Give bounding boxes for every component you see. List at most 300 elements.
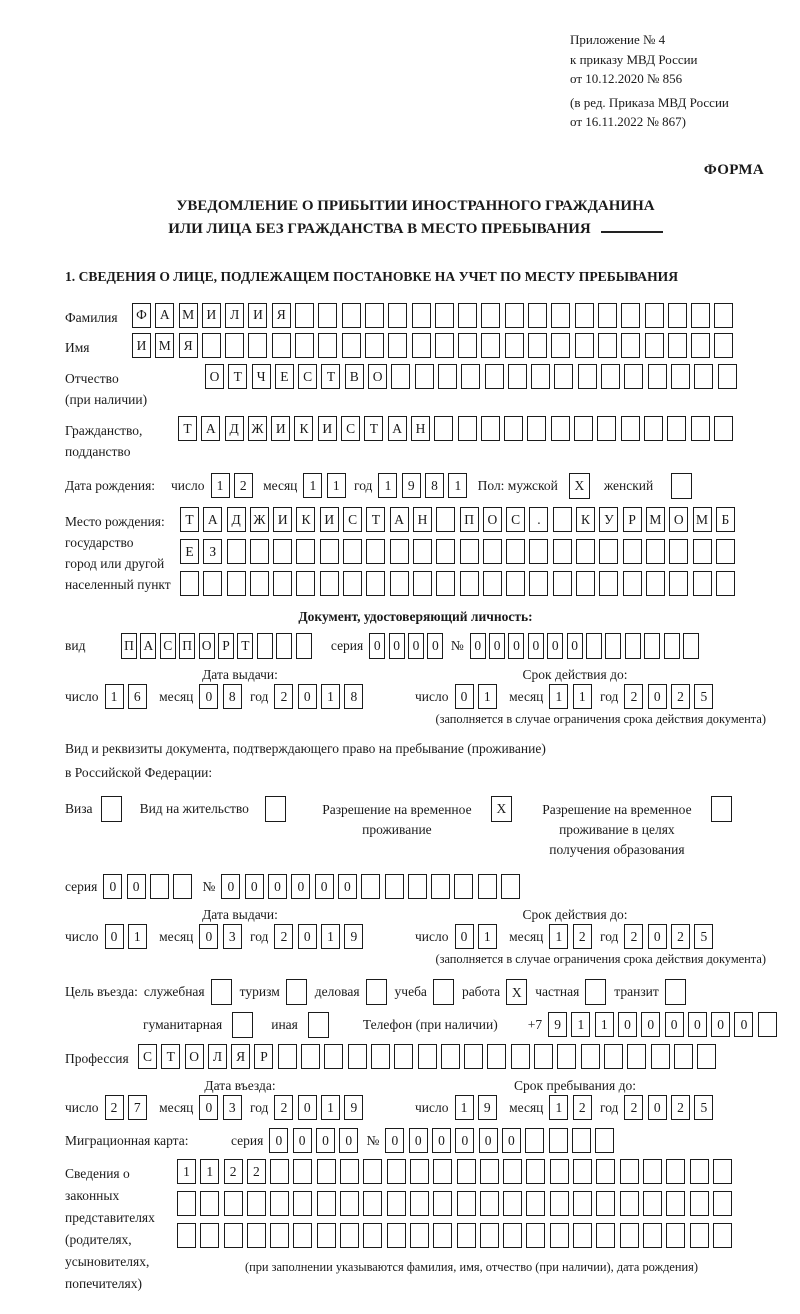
name-cell	[295, 333, 314, 358]
name-cell	[714, 333, 733, 358]
stay-month-cell: 2	[573, 1095, 592, 1120]
representatives-cells-block	[177, 1159, 766, 1275]
sex-male-box: X	[569, 473, 590, 499]
purpose-official-box	[211, 979, 232, 1005]
residence-number-cell: 0	[291, 874, 310, 899]
birth-place-cell	[296, 539, 315, 564]
residence-permit-option	[140, 796, 286, 822]
birth-place-cell	[413, 571, 432, 596]
name-cell: Я	[179, 333, 198, 358]
birth-place-cell	[506, 539, 525, 564]
patronymic-cell: О	[205, 364, 224, 389]
birth-year-cells	[378, 473, 471, 498]
migration-number-cell: 0	[385, 1128, 404, 1153]
citizenship-cell	[458, 416, 477, 441]
patronymic-cell: С	[298, 364, 317, 389]
stay-year-cell: 0	[648, 1095, 667, 1120]
entry-year-cell: 1	[321, 1095, 340, 1120]
stay-day-cell: 9	[478, 1095, 497, 1120]
representative-cell	[270, 1191, 289, 1216]
surname-cell: И	[248, 303, 267, 328]
representative-cell	[363, 1159, 382, 1184]
patronymic-cell: Т	[321, 364, 340, 389]
issue-day-cell: 6	[128, 684, 147, 709]
annex-line: (в ред. Приказа МВД России	[570, 94, 729, 110]
patronymic-cell	[718, 364, 737, 389]
visa-label: Виза	[65, 800, 93, 816]
representative-cell	[410, 1159, 429, 1184]
citizenship-cell: Т	[178, 416, 197, 441]
representative-cell	[573, 1223, 592, 1248]
profession-cell	[301, 1044, 320, 1069]
patronymic-cell	[624, 364, 643, 389]
residence-permit-checkbox	[265, 796, 286, 822]
representative-cell	[293, 1191, 312, 1216]
surname-cell	[714, 303, 733, 328]
identity-expiry-group	[415, 684, 718, 709]
representative-cell	[643, 1223, 662, 1248]
form-title	[65, 195, 766, 241]
phone-cell: 0	[734, 1012, 753, 1037]
sex-female-label: женский	[603, 478, 654, 494]
doc-number-cell: 0	[508, 633, 524, 659]
entry-year-cell: 2	[274, 1095, 293, 1120]
year-label: год	[600, 1100, 619, 1116]
birth-place-cell	[529, 539, 548, 564]
representative-cell	[387, 1159, 406, 1184]
representative-cell	[550, 1159, 569, 1184]
expiry-note: (заполняется в случае ограничения срока действия документа)	[435, 952, 766, 967]
surname-cell	[388, 303, 407, 328]
birth-place-cell	[576, 571, 595, 596]
name-cell	[435, 333, 454, 358]
representative-cell	[596, 1223, 615, 1248]
migration-series-cell: 0	[269, 1128, 288, 1153]
birth-place-line3	[180, 571, 739, 596]
issue-year-cells	[274, 684, 367, 709]
birth-day-cell: 1	[211, 473, 230, 498]
doc-number-cell: 0	[567, 633, 583, 659]
citizenship-cell: Н	[411, 416, 430, 441]
expiry-year-cell: 5	[694, 684, 713, 709]
phone-prefix: +7	[527, 1017, 543, 1033]
surname-cell: Л	[225, 303, 244, 328]
birth-place-cell	[529, 571, 548, 596]
residence-number-cell: 0	[315, 874, 334, 899]
birth-place-cell	[576, 539, 595, 564]
issue-month-cells	[199, 684, 246, 709]
entry-date-group	[65, 1095, 415, 1120]
issue-day-cell: 1	[128, 924, 147, 949]
name-cell	[645, 333, 664, 358]
entry-year-cell: 0	[298, 1095, 317, 1120]
surname-cell: А	[155, 303, 174, 328]
expiry-note: (заполняется в случае ограничения срока действия документа)	[435, 712, 766, 727]
doc-number-cell: 0	[528, 633, 544, 659]
entry-year-cells	[274, 1095, 367, 1120]
name-cell	[458, 333, 477, 358]
name-cell	[691, 333, 710, 358]
representative-cell	[387, 1191, 406, 1216]
birth-month-cell: 1	[303, 473, 322, 498]
birth-place-cell: Б	[716, 507, 735, 532]
residence-number-cell	[361, 874, 380, 899]
phone-label: Телефон (при наличии)	[362, 1017, 498, 1033]
temp-residence-permit-option	[308, 796, 512, 841]
patronymic-cell: В	[345, 364, 364, 389]
representative-cell	[666, 1223, 685, 1248]
purpose-private-box	[585, 979, 606, 1005]
patronymic-cell	[601, 364, 620, 389]
temp-residence-permit-checkbox	[491, 796, 512, 822]
section1-heading: 1. СВЕДЕНИЯ О ЛИЦЕ, ПОДЛЕЖАЩЕМ ПОСТАНОВКЕ НА УЧЕТ ПО МЕСТУ ПРЕБЫВАНИЯ	[65, 268, 679, 284]
profession-cell: О	[185, 1044, 204, 1069]
doc-series-cell: 0	[369, 633, 385, 659]
expiry-day-cell: 0	[455, 924, 474, 949]
visa-box	[101, 796, 122, 822]
birth-place-cell	[553, 571, 572, 596]
birth-place-cell: Н	[413, 507, 432, 532]
birth-place-cell: О	[483, 507, 502, 532]
doc-kind-cell	[257, 633, 273, 659]
day-label: число	[415, 689, 449, 705]
birth-place-cell	[343, 539, 362, 564]
birth-place-cell	[390, 571, 409, 596]
issue-year-cell: 8	[344, 684, 363, 709]
phone-cell: 9	[548, 1012, 567, 1037]
doc-number-cell	[586, 633, 602, 659]
name-cell	[481, 333, 500, 358]
surname-cell	[481, 303, 500, 328]
expiry-day-cell: 0	[455, 684, 474, 709]
birth-place-row	[65, 507, 766, 603]
birth-place-cell	[273, 539, 292, 564]
doc-kind-cell: П	[179, 633, 195, 659]
surname-cell: Ф	[132, 303, 151, 328]
residence-expiry-group	[415, 924, 718, 949]
profession-cell	[557, 1044, 576, 1069]
representative-cell	[410, 1191, 429, 1216]
annex-line: Приложение № 4	[570, 32, 666, 47]
birth-place-cell	[599, 571, 618, 596]
citizenship-cell: А	[201, 416, 220, 441]
citizenship-cell	[667, 416, 686, 441]
representative-cell	[224, 1223, 243, 1248]
issue-year-cell: 1	[321, 924, 340, 949]
patronymic-cell	[694, 364, 713, 389]
representative-cell: 2	[247, 1159, 266, 1184]
expiry-month-cells	[549, 684, 596, 709]
representatives-block	[65, 1159, 766, 1294]
patronymic-label: Отчество (при наличии)	[65, 371, 148, 408]
residence-issue-group	[65, 924, 415, 949]
purpose-tourism-box	[286, 979, 307, 1005]
representative-cell	[503, 1159, 522, 1184]
representative-cell	[596, 1159, 615, 1184]
name-cell	[575, 333, 594, 358]
birth-place-cell	[623, 539, 642, 564]
representatives-line1	[177, 1159, 766, 1184]
stay-day-cells	[455, 1095, 502, 1120]
day-label: число	[65, 929, 99, 945]
residence-doc-types-row	[65, 796, 766, 861]
patronymic-cell	[438, 364, 457, 389]
month-label: месяц	[509, 929, 544, 945]
citizenship-row	[65, 416, 766, 463]
issue-month-cell: 0	[199, 924, 218, 949]
residence-number-cell	[431, 874, 450, 899]
birth-place-cell: У	[599, 507, 618, 532]
representative-cell	[457, 1223, 476, 1248]
patronymic-cell	[508, 364, 527, 389]
citizenship-cell	[714, 416, 733, 441]
birth-place-cell	[203, 571, 222, 596]
surname-cell	[458, 303, 477, 328]
purpose-humanitarian-box	[232, 1012, 253, 1038]
birth-place-cell: М	[646, 507, 665, 532]
phone-cell: 0	[618, 1012, 637, 1037]
annex-line: от 10.12.2020 № 856	[570, 71, 683, 86]
profession-cell	[394, 1044, 413, 1069]
issue-month-cells	[199, 924, 246, 949]
month-label: месяц	[509, 1100, 544, 1116]
residence-series-cells	[103, 874, 196, 899]
birth-place-cell	[436, 507, 455, 532]
citizenship-cell	[434, 416, 453, 441]
representative-cell	[457, 1159, 476, 1184]
representative-cell	[317, 1223, 336, 1248]
stay-month-cells	[549, 1095, 596, 1120]
representative-cell	[550, 1223, 569, 1248]
purpose-row2	[143, 1012, 766, 1038]
migration-number-cell: 0	[432, 1128, 451, 1153]
issue-date-heading: Дата выдачи:	[202, 667, 278, 683]
number-label: №	[202, 879, 216, 895]
representative-cell	[480, 1159, 499, 1184]
surname-cell: М	[179, 303, 198, 328]
expiry-month-cell: 1	[549, 924, 568, 949]
citizenship-cell	[527, 416, 546, 441]
month-label: месяц	[159, 689, 194, 705]
surname-cell	[435, 303, 454, 328]
surname-label: Фамилия	[65, 309, 118, 325]
representative-cell	[363, 1223, 382, 1248]
residence-doc-date-headings	[65, 907, 766, 923]
profession-cell: Р	[254, 1044, 273, 1069]
sex-female-box	[671, 473, 692, 499]
residence-number-cells	[221, 874, 524, 899]
name-cell	[365, 333, 384, 358]
patronymic-cell	[415, 364, 434, 389]
representative-cell	[293, 1223, 312, 1248]
series-label: серия	[65, 879, 98, 895]
patronymic-cell	[578, 364, 597, 389]
birth-month-cell: 1	[327, 473, 346, 498]
purpose-study-box	[433, 979, 454, 1005]
representative-cell	[573, 1159, 592, 1184]
phone-cell: 0	[688, 1012, 707, 1037]
purpose-transit: транзит	[614, 979, 686, 1005]
doc-kind-cell	[296, 633, 312, 659]
month-label: месяц	[159, 929, 194, 945]
doc-number-cell: 0	[547, 633, 563, 659]
entry-day-cells	[105, 1095, 152, 1120]
surname-cell: Я	[272, 303, 291, 328]
birth-year-cell: 1	[448, 473, 467, 498]
day-label: число	[415, 1100, 449, 1116]
doc-series-cell: 0	[408, 633, 424, 659]
surname-cell	[598, 303, 617, 328]
birth-place-cell	[693, 539, 712, 564]
migration-series-cell: 0	[293, 1128, 312, 1153]
patronymic-cell	[648, 364, 667, 389]
expiry-month-cell: 1	[549, 684, 568, 709]
entry-day-cell: 2	[105, 1095, 124, 1120]
surname-cell	[318, 303, 337, 328]
representative-cell	[224, 1191, 243, 1216]
representative-cell	[200, 1223, 219, 1248]
citizenship-cell	[597, 416, 616, 441]
name-cell	[272, 333, 291, 358]
expiry-day-cell: 1	[478, 924, 497, 949]
name-cells	[132, 333, 738, 358]
purpose-official: служебная	[144, 979, 232, 1005]
entry-month-cell: 3	[223, 1095, 242, 1120]
birth-day-cells	[211, 473, 258, 498]
representative-cell	[596, 1191, 615, 1216]
entry-day-cell: 7	[128, 1095, 147, 1120]
birth-place-cell	[623, 571, 642, 596]
representative-cell	[410, 1223, 429, 1248]
surname-row	[65, 303, 766, 329]
birth-place-cell: С	[343, 507, 362, 532]
stay-year-cell: 5	[694, 1095, 713, 1120]
doc-series-cell: 0	[389, 633, 405, 659]
representative-cell	[690, 1191, 709, 1216]
citizenship-label: Гражданство, подданство	[65, 423, 143, 460]
patronymic-cell: О	[368, 364, 387, 389]
expiry-day-cells	[455, 924, 502, 949]
birth-place-cell: Е	[180, 539, 199, 564]
representative-cell	[550, 1191, 569, 1216]
residence-series-cell	[173, 874, 192, 899]
stay-year-cell: 2	[671, 1095, 690, 1120]
annex-header	[570, 30, 766, 132]
representative-cell	[666, 1159, 685, 1184]
residence-number-cell: 0	[338, 874, 357, 899]
representative-cell	[713, 1223, 732, 1248]
birth-place-cell: А	[203, 507, 222, 532]
birth-year-cell: 8	[425, 473, 444, 498]
birth-place-cell: И	[273, 507, 292, 532]
name-cell: И	[132, 333, 151, 358]
issue-year-cells	[274, 924, 367, 949]
residence-permit-label: Вид на жительство	[139, 800, 249, 816]
month-label: месяц	[509, 689, 544, 705]
residence-doc-series-row	[65, 874, 766, 899]
expiry-year-cell: 2	[624, 924, 643, 949]
profession-cell	[278, 1044, 297, 1069]
residence-number-cell	[408, 874, 427, 899]
doc-kind-cell	[276, 633, 292, 659]
surname-cell	[691, 303, 710, 328]
issue-year-cell: 0	[298, 924, 317, 949]
profession-cell	[371, 1044, 390, 1069]
patronymic-row	[65, 364, 766, 411]
birth-place-cell	[599, 539, 618, 564]
residence-number-cell	[501, 874, 520, 899]
profession-cell	[324, 1044, 343, 1069]
residence-number-cell: 0	[268, 874, 287, 899]
name-label: Имя	[65, 340, 90, 356]
birth-place-cell	[460, 539, 479, 564]
temp-residence-permit-label: Разрешение на временное проживание	[322, 801, 472, 837]
representative-cell	[457, 1191, 476, 1216]
citizenship-cell: И	[271, 416, 290, 441]
issue-year-cell: 9	[344, 924, 363, 949]
representative-cell	[526, 1191, 545, 1216]
name-cell	[505, 333, 524, 358]
surname-cell	[551, 303, 570, 328]
citizenship-cell	[481, 416, 500, 441]
citizenship-cell	[551, 416, 570, 441]
patronymic-cell	[485, 364, 504, 389]
surname-cell	[528, 303, 547, 328]
entry-stay-dates-row	[65, 1095, 766, 1120]
profession-cell	[511, 1044, 530, 1069]
citizenship-cell: К	[294, 416, 313, 441]
surname-cell	[668, 303, 687, 328]
surname-cell	[505, 303, 524, 328]
birth-place-cell: И	[320, 507, 339, 532]
series-label: серия	[231, 1133, 264, 1149]
birth-place-cell	[180, 571, 199, 596]
issue-date-heading: Дата выдачи:	[202, 907, 278, 923]
birth-place-cell	[483, 571, 502, 596]
profession-cell	[418, 1044, 437, 1069]
identity-issue-group	[65, 684, 415, 709]
doc-kind-cell: Т	[237, 633, 253, 659]
year-label: год	[354, 478, 373, 494]
expiry-month-cells	[549, 924, 596, 949]
purpose-row	[65, 979, 766, 1005]
profession-cells	[138, 1044, 720, 1069]
doc-kind-cell: П	[121, 633, 137, 659]
expiry-year-cell: 0	[648, 924, 667, 949]
birth-place-line1	[180, 507, 739, 532]
representative-cell	[177, 1191, 196, 1216]
birth-place-cell: А	[390, 507, 409, 532]
representative-cell	[480, 1223, 499, 1248]
phone-cell: 1	[595, 1012, 614, 1037]
surname-cell	[412, 303, 431, 328]
identity-doc-heading: Документ, удостоверяющий личность:	[298, 609, 533, 625]
sex-male-label: Пол: мужской	[477, 478, 558, 494]
birth-place-cell: О	[669, 507, 688, 532]
phone-cell: 1	[571, 1012, 590, 1037]
purpose-work: работа X	[462, 979, 527, 1005]
edu-residence-permit-box	[711, 796, 732, 822]
surname-cell	[645, 303, 664, 328]
expiry-day-cells	[455, 684, 502, 709]
birth-place-cell	[390, 539, 409, 564]
doc-number-cell: 0	[489, 633, 505, 659]
expiry-year-cells	[624, 684, 717, 709]
day-label: число	[65, 1100, 99, 1116]
doc-number-cell	[644, 633, 660, 659]
migration-number-cells	[385, 1128, 618, 1153]
migration-number-cell	[549, 1128, 568, 1153]
